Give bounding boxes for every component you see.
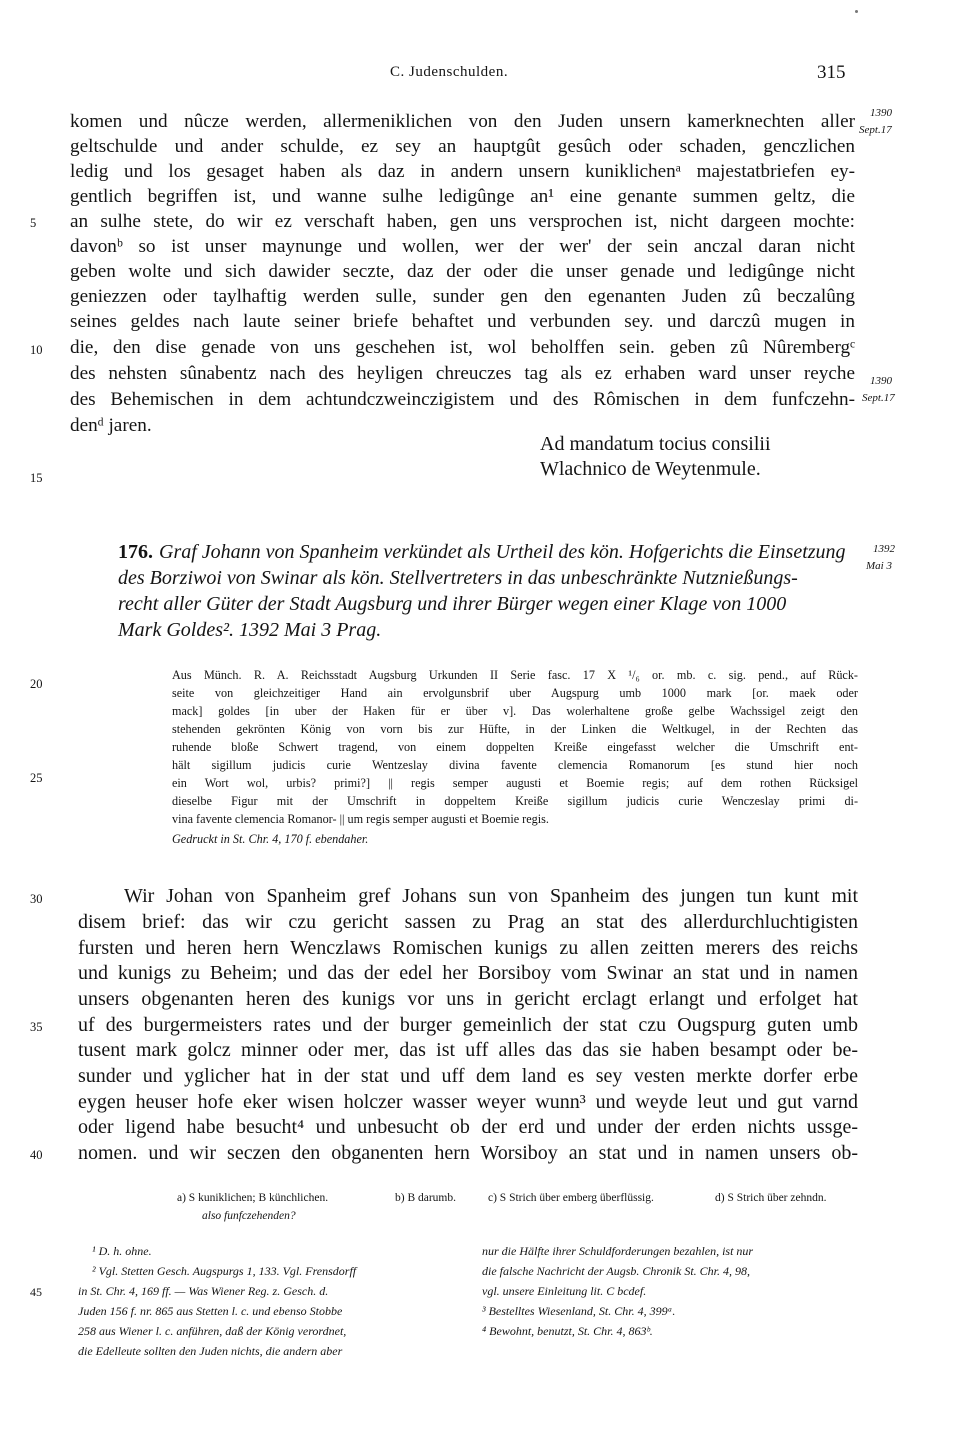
text-line: geltschulde und ander schulde, ez sey an hauptgût gesûch oder schaden, genczlichen — [70, 136, 855, 157]
apparatus-note-c: c) S Strich über emberg überflüssig. — [488, 1192, 654, 1204]
text-line: geniezzen oder taylhaftig werden sulle, sunder gen den egenanten Juden zû beczalûng — [70, 286, 855, 307]
margin-day: Sept.17 — [862, 392, 895, 404]
text-line: an sulhe stete, do wir ez verschaft haben, gen uns versprochen ist, nicht dargeen mochte: — [70, 211, 855, 232]
page-number: 315 — [817, 62, 846, 83]
margin-year: 1392 — [873, 543, 895, 555]
doc-text-line: nomen. und wir seczen den obganenten hern Worsiboy an stat und in namen unsers ob- — [78, 1142, 858, 1164]
text-line: davonᵇ so ist unser maynunge und wollen, wer der wer' der sein anczal daran nicht — [70, 236, 855, 257]
footnote-line: ³ Bestelltes Wiesenland, St. Chr. 4, 399ᵃ. — [482, 1304, 676, 1318]
footnote-line: die Edelleute sollten den Juden nichts, die andern aber — [78, 1344, 343, 1358]
source-line: hält sigillum judicis curie Wentzeslay divina favente clemencia Romanorum [es stund hier noch — [172, 758, 858, 772]
print-reference: Gedruckt in St. Chr. 4, 170 f. ebendaher. — [172, 832, 369, 846]
source-line: ruhende bloße Schwert tragend, von einem doppelten Kreiße eingefasst welcher die Umschrift ent- — [172, 740, 858, 754]
doc-text-line: eygen heuser hofe eker wisen holczer wasser weyer wunn³ und weyde leut und gut varnd — [78, 1091, 858, 1113]
line-number: 35 — [30, 1020, 43, 1034]
margin-day: Sept.17 — [859, 124, 892, 136]
footnote-line: die falsche Nachricht der Augsb. Chronik St. Chr. 4, 98, — [482, 1264, 750, 1278]
doc-text-line: unsers obgenanten heren des kunigs vor uns in gericht erclagt erlangt und erfolget hat — [78, 988, 858, 1010]
footnote-line: vgl. unsere Einleitung lit. C bcdef. — [482, 1284, 647, 1298]
line-number: 45 — [30, 1285, 42, 1299]
source-line: dieselbe Figur mit der Umschrift in doppeltem Kreiße sigillum judicis curie Wenczeslay primi di- — [172, 794, 858, 808]
text-line: denᵈ jaren. — [70, 415, 152, 436]
footnote-line: 258 aus Wiener l. c. anführen, daß der König verordnet, — [78, 1324, 347, 1338]
source-line: vina favente clemencia Romanor- || um regis semper augusti et Boemie regis. — [172, 812, 549, 826]
doc-text-line: sunder und yglicher hat in der stat und uff dem land es sey vesten merkte dorfer erbe — [78, 1065, 858, 1087]
text-line: komen und nûcze werden, allermeniklichen von den Juden unsern kamerknechten aller — [70, 111, 855, 132]
text-line: ledig und los gesaget haben als daz in andern unsern kuniklichenᵃ majestatbriefen ey- — [70, 161, 855, 182]
apparatus-note-a: a) S kuniklichen; B künchlichen. — [177, 1192, 329, 1204]
footnote-line: ¹ D. h. ohne. — [92, 1244, 152, 1258]
doc-text-line: und kunigs zu Beheim; und das der edel her Borsiboy vom Swinar an stat und in namen — [78, 962, 858, 984]
text-line: gentlich begriffen ist, und wanne sulhe ledigûnge an¹ eine genante summen geltz, die — [70, 186, 855, 207]
source-line: mack] goldes [in uber der Haken für er über v]. Das wolerhaltene große gelbe Wachssigel zeigt den — [172, 704, 858, 718]
line-number: 25 — [30, 771, 43, 785]
doc-heading-line: Mark Goldes². 1392 Mai 3 Prag. — [118, 619, 382, 641]
margin-year: 1390 — [870, 107, 892, 119]
text-line: des Behemischen in dem achtundczweinczigistem und des Rômischen in dem funfczehn- — [70, 389, 855, 410]
signature-line: Ad mandatum tocius consilii — [540, 433, 771, 455]
line-number: 20 — [30, 677, 43, 691]
doc-text-line: uf des burgermeisters rates und der burger gemeinlich der stat czu Ougspurg guten umb — [78, 1014, 858, 1036]
source-line: ein Wort wol, urbis? primi?] || regis semper augusti et Boemie regis; auf dem rothen Rücksigel — [172, 776, 858, 790]
line-number: 5 — [30, 216, 37, 230]
footnote-line: Juden 156 f. nr. 865 aus Stetten l. c. und ebenso Stobbe — [78, 1304, 343, 1318]
line-number: 10 — [30, 343, 43, 357]
footnote-line: in St. Chr. 4, 169 ff. — Was Wiener Reg. z. Gesch. d. — [78, 1284, 329, 1298]
footnote-line: ⁴ Bewohnt, benutzt, St. Chr. 4, 863ᵇ. — [482, 1324, 653, 1338]
text-line: seines geldes nach laute seiner briefe behaftet und verbunden sey. und darczû mugen in — [70, 311, 855, 332]
doc-text-line: oder ligend habe besucht⁴ und unbesucht ob der erd und under der erden nichts ussge- — [78, 1116, 858, 1138]
text-line: die, den dise genade von uns geschehen ist, wol beholffen sein. geben zû Nûrembergᶜ — [70, 337, 855, 358]
margin-year: 1390 — [870, 375, 892, 387]
doc-heading-line: des Borziwoi von Swinar als kön. Stellvertreters in das unbeschränkte Nutznießungs- — [118, 567, 798, 589]
line-number: 30 — [30, 892, 43, 906]
source-line: stehenden gekrönten König von vorn bis zur Hüfte, in der Linken die Weltkugel, in der Rechten das — [172, 722, 858, 736]
doc-heading-text: Graf Johann von Spanheim verkündet als Urtheil des kön. Hofgerichts die Einsetzung — [159, 541, 846, 563]
footnote-line: nur die Hälfte ihrer Schuldforderungen bezahlen, ist nur — [482, 1244, 754, 1258]
apparatus-note-d: d) S Strich über zehndn. — [715, 1192, 827, 1204]
running-header: C. Judenschulden. — [390, 64, 509, 80]
doc-text-line: Wir Johan von Spanheim gref Johans sun von Spanheim des jungen tun kunt mit — [124, 885, 858, 907]
line-number: 40 — [30, 1148, 43, 1162]
doc-text-line: disem brief: das wir czu gericht sassen zu Prag an stat des allerdurchluchtigisten — [78, 911, 858, 933]
signature-line: Wlachnico de Weytenmule. — [540, 458, 761, 480]
page-speck — [855, 10, 858, 13]
apparatus-note-b: b) B darumb. — [395, 1192, 457, 1204]
text-line: geben wolte und sich dawider seczte, daz der oder die unser genade und ledigûnge nicht — [70, 261, 855, 282]
margin-day: Mai 3 — [866, 560, 892, 572]
doc-text-line: tusent mark golcz minner oder mer, das ist uff alles das das sie haben besampt oder be- — [78, 1039, 858, 1061]
text-line: des nehsten sûnabentz nach des heyligen chreuczes tag als ez erhaben ward unser reyche — [70, 363, 855, 384]
doc-heading-line — [118, 540, 863, 566]
apparatus-note-d-cont: also funfczehenden? — [202, 1210, 296, 1222]
doc-text-line: fursten und heren hern Wenczlaws Romischen kunigs zu allen zeitten merers des reichs — [78, 937, 858, 959]
doc-heading-line: recht aller Güter der Stadt Augsburg und ihrer Bürger wegen einer Klage von 1000 — [118, 593, 787, 615]
line-number: 15 — [30, 471, 43, 485]
footnote-line: ² Vgl. Stetten Gesch. Augspurgs 1, 133. Vgl. Frensdorff — [92, 1264, 357, 1278]
doc-number: 176. — [118, 541, 153, 563]
source-line: Aus Münch. R. A. Reichsstadt Augsburg Urkunden II Serie fasc. 17 X ¹/₆ or. mb. c. sig. pend., auf Rück- — [172, 668, 858, 682]
source-line: seite von gleichzeitiger Hand ain ervolgunsbrif uber Augspurg umb 1000 mark [or. maek oder — [172, 686, 858, 700]
